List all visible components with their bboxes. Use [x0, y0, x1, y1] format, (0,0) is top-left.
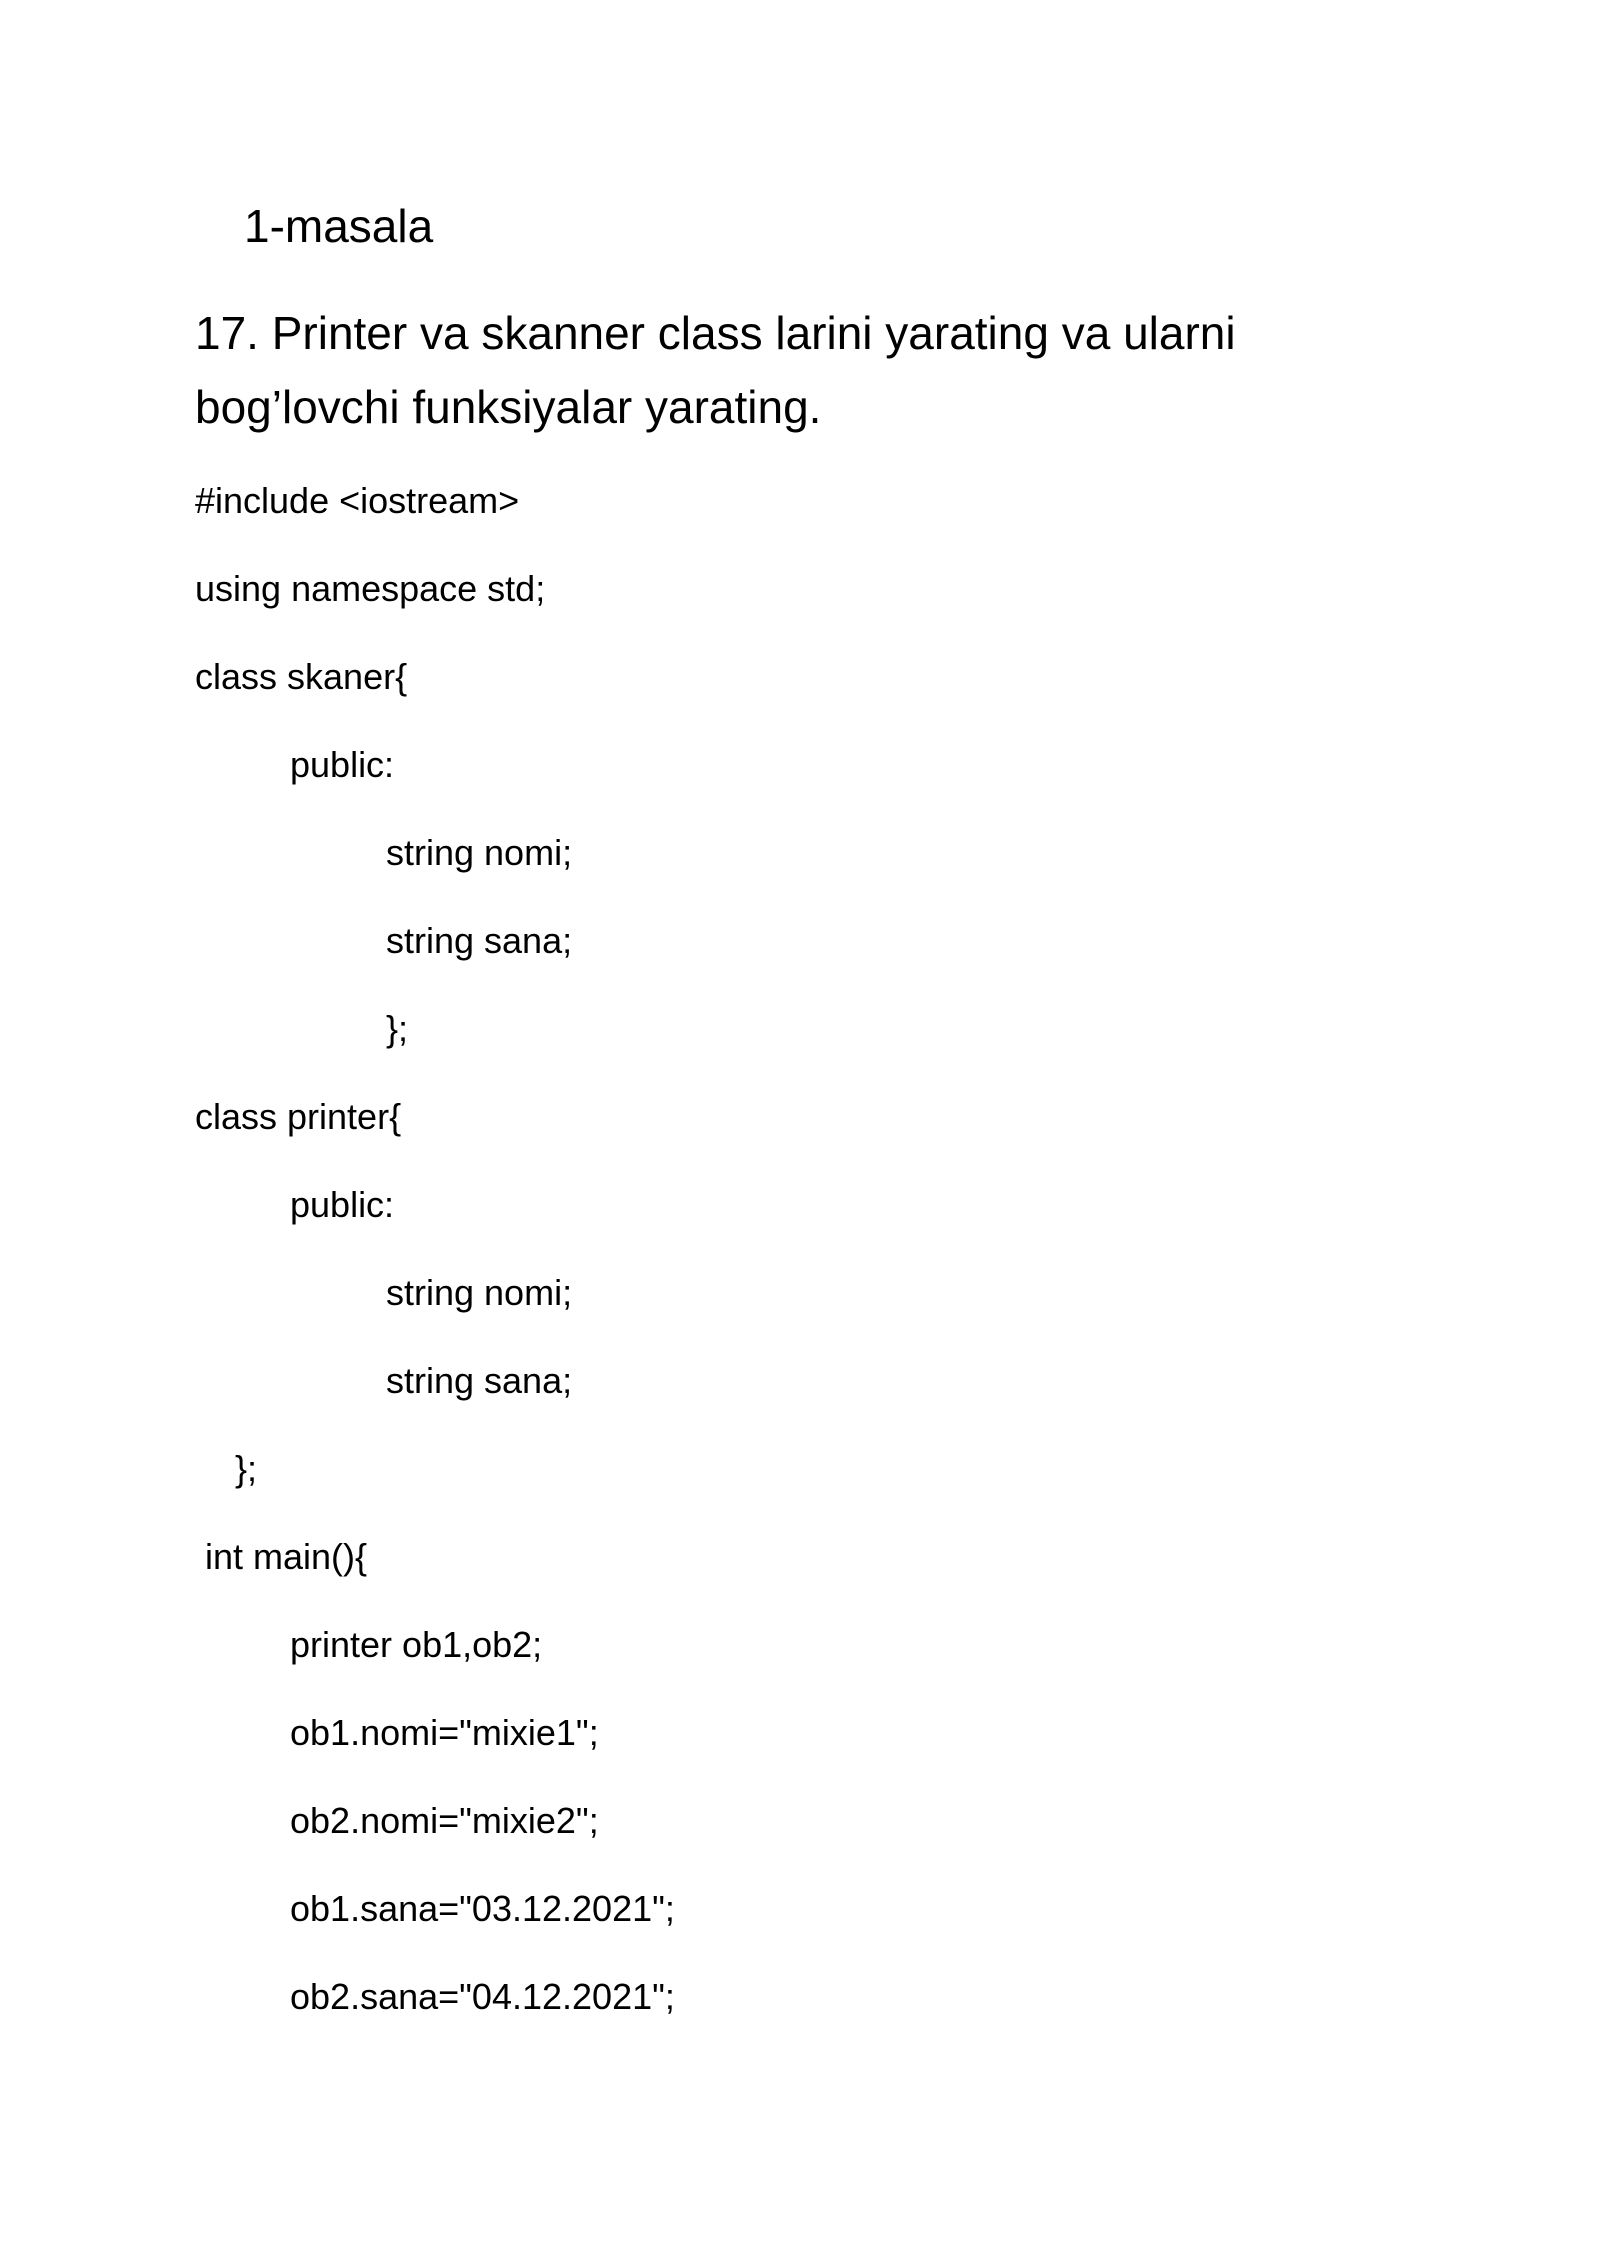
code-line-namespace: using namespace std; — [195, 568, 546, 609]
code-line-assignment: ob1.nomi="mixie1"; — [290, 1712, 599, 1753]
code-line-class-end: }; — [386, 1008, 409, 1049]
code-line-declaration: printer ob1,ob2; — [290, 1624, 543, 1665]
code-line-assignment: ob2.sana="04.12.2021"; — [290, 1976, 675, 2017]
code-line-class-printer: class printer{ — [195, 1096, 402, 1137]
page-heading: 1-masala — [244, 200, 434, 252]
task-statement: 17. Printer va skanner class larini yarating va ularni bog’lovchi funksiyalar yarating. — [195, 307, 1236, 433]
code-line-assignment: ob2.nomi="mixie2"; — [290, 1800, 599, 1841]
code-line-public: public: — [290, 1184, 395, 1225]
code-line-class-skaner: class skaner{ — [195, 656, 408, 697]
code-line-main: int main(){ — [205, 1536, 368, 1577]
code-line-member: string nomi; — [386, 832, 573, 873]
code-line-public: public: — [290, 744, 395, 785]
code-line-include: #include <iostream> — [195, 480, 520, 521]
code-line-member: string nomi; — [386, 1272, 573, 1313]
code-line-class-end: }; — [235, 1448, 258, 1489]
code-line-member: string sana; — [386, 920, 573, 961]
code-line-member: string sana; — [386, 1360, 573, 1401]
code-line-assignment: ob1.sana="03.12.2021"; — [290, 1888, 675, 1929]
